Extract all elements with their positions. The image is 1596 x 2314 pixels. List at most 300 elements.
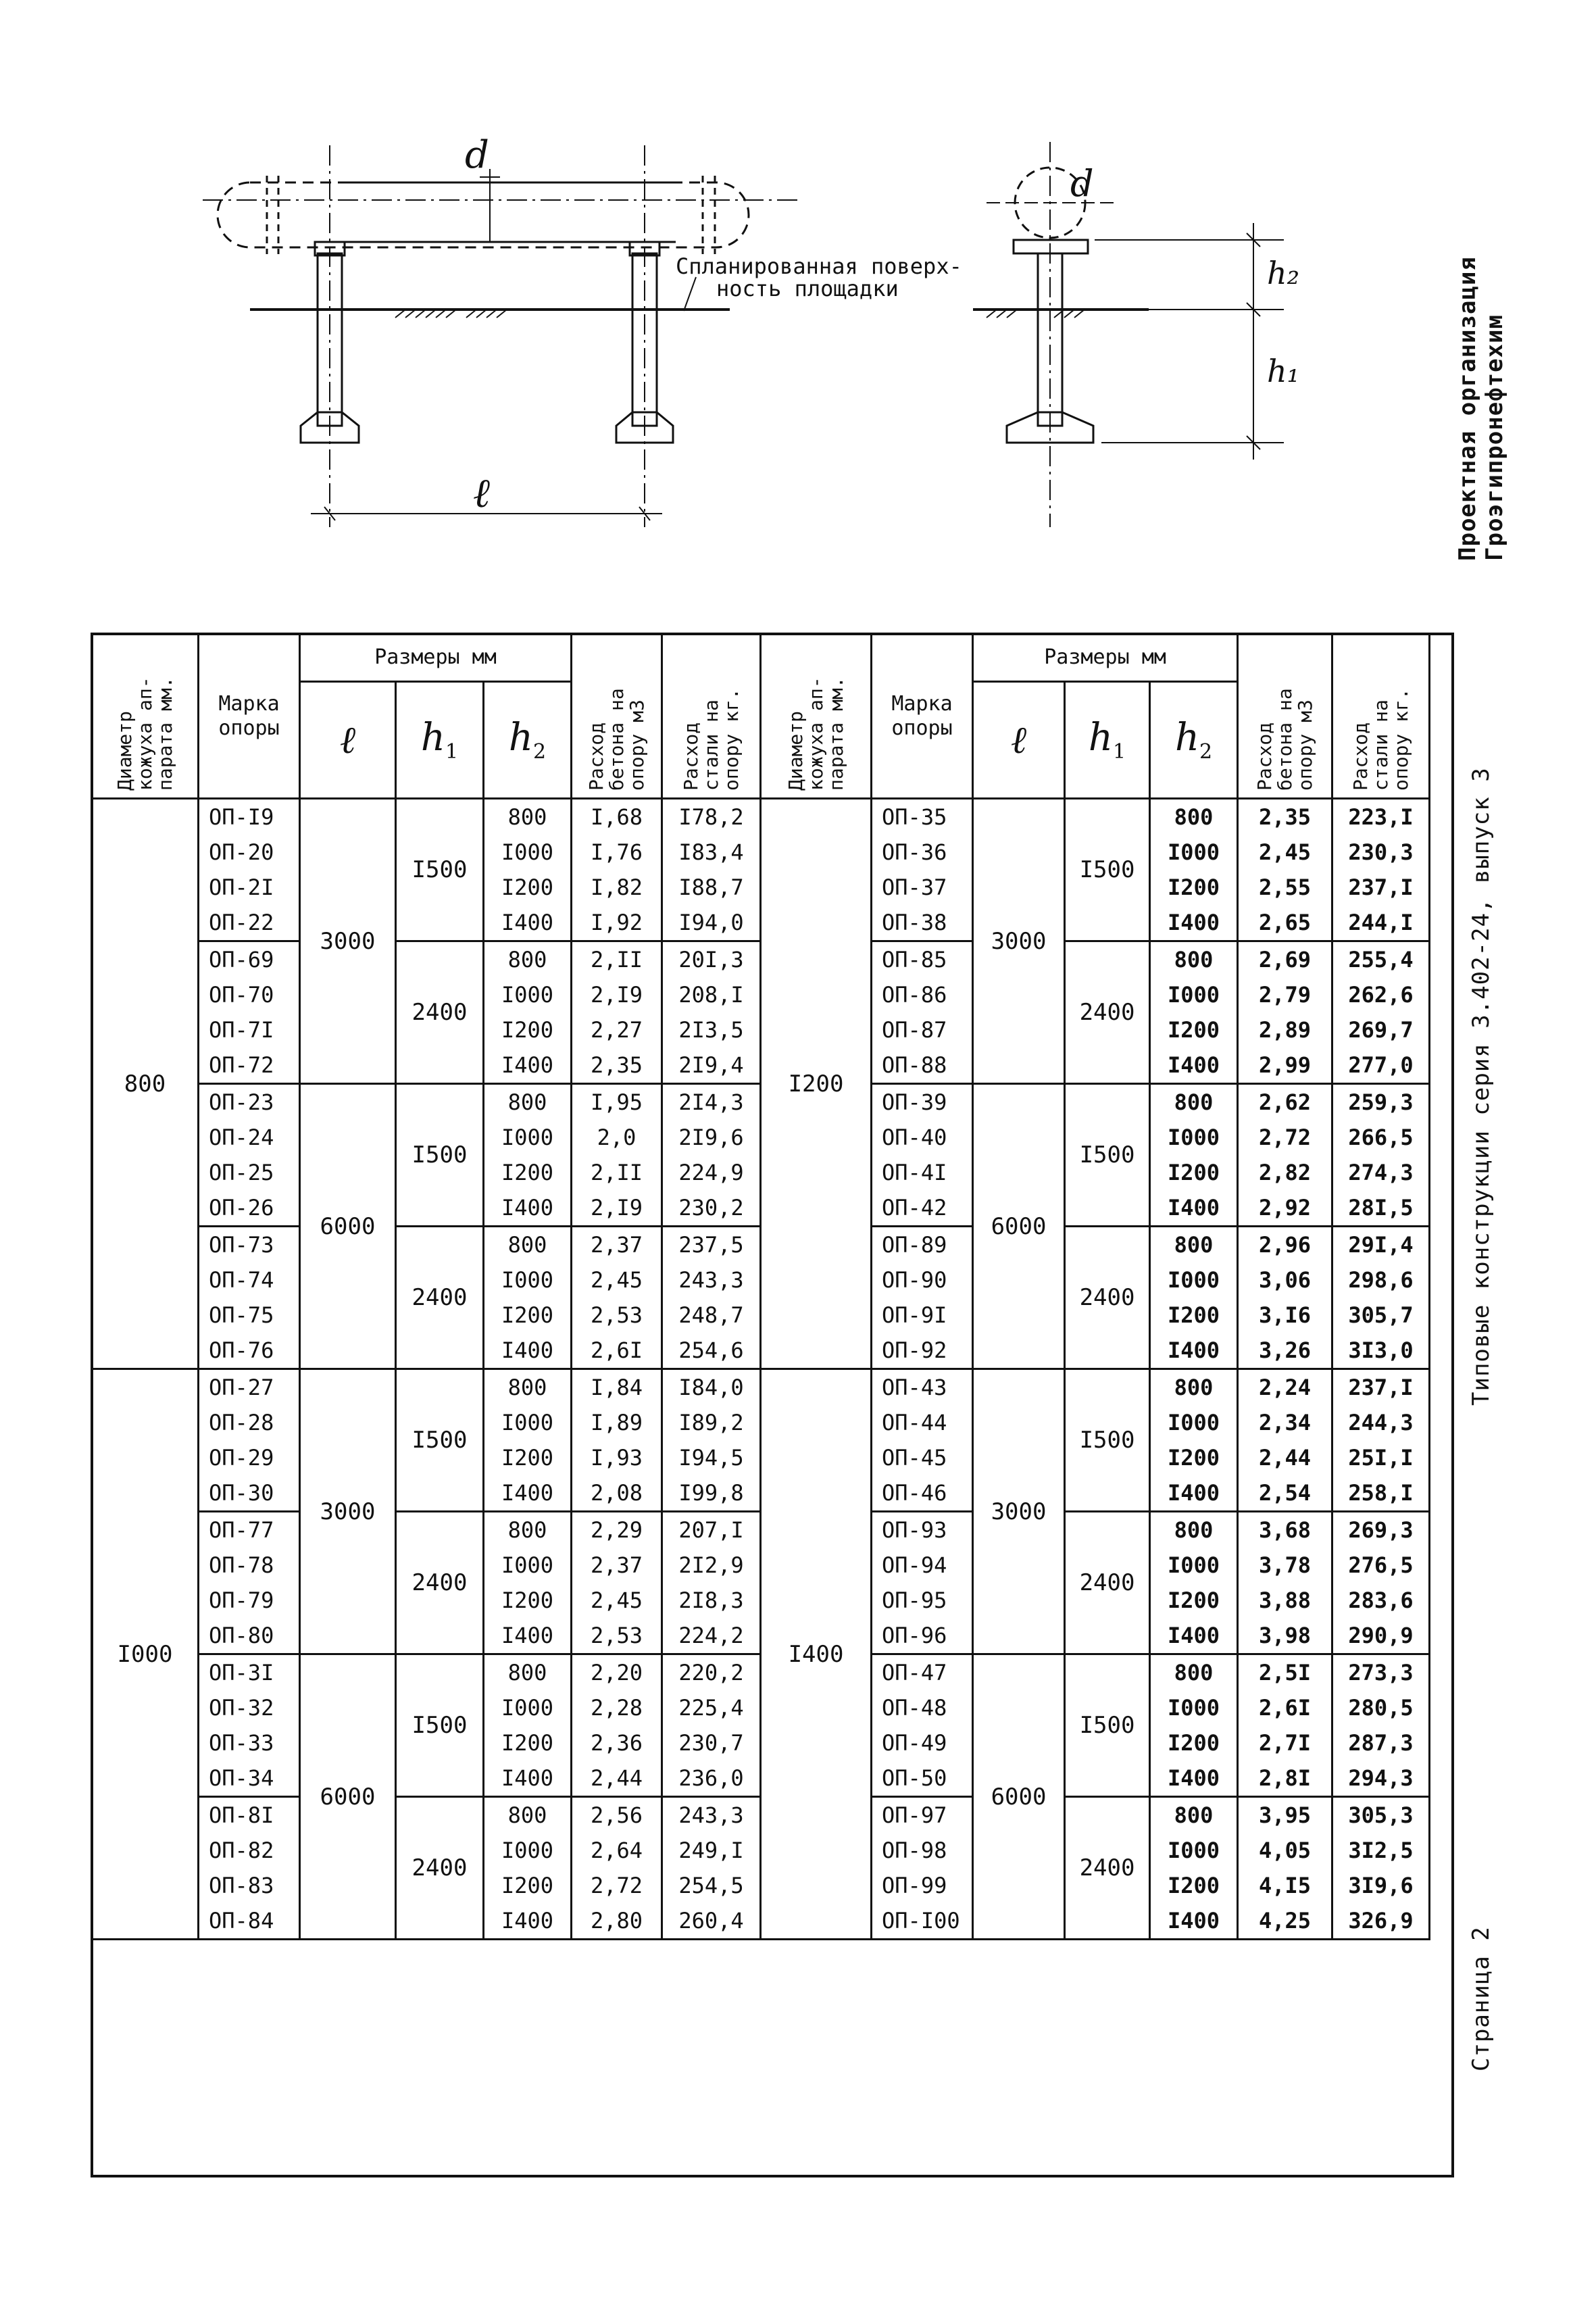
mark-cell-r-item: ОП-94 [882, 1552, 947, 1578]
concrete-cell-item: 2,27 [590, 1017, 643, 1043]
series-note: Типовые конструкции серия 3.402-24, выпуск 3 [1468, 767, 1495, 1406]
steel-cell-item: 2I4,3 [678, 1089, 744, 1115]
mark-cell-r-item: ОП-90 [882, 1267, 947, 1293]
steel-cell-item: 243,3 [678, 1267, 744, 1293]
steel-cell-r [1332, 1084, 1430, 1227]
h2-cell-r-item: I000 [1167, 1695, 1220, 1721]
h2-cell-r-item: I400 [1167, 1052, 1220, 1078]
h2-cell-r [1150, 941, 1238, 1084]
concrete-cell-r-item: 2,8I [1259, 1765, 1312, 1791]
h2-cell-item: I400 [501, 1765, 554, 1791]
h2-cell-r-item: I000 [1167, 1552, 1220, 1578]
h2-cell-item: 800 [507, 1517, 547, 1543]
concrete-cell-item: 2,36 [590, 1730, 643, 1756]
steel-cell-item: 237,5 [678, 1232, 744, 1258]
h1-cell-r: 2400 [1065, 1797, 1150, 1940]
label-d: d [465, 133, 489, 177]
mark-cell-r-item: ОП-39 [882, 1089, 947, 1115]
steel-cell-r [1332, 799, 1430, 941]
steel-cell-item: 254,5 [678, 1873, 744, 1898]
h2-cell-item: 800 [507, 1660, 547, 1685]
h2-cell-item: 800 [507, 1089, 547, 1115]
steel-cell-item: 220,2 [678, 1660, 744, 1685]
steel-cell-item: I99,8 [678, 1480, 744, 1506]
h2-cell-r-item: I200 [1167, 1730, 1220, 1756]
concrete-cell [572, 1369, 662, 1512]
mark-cell-r-item: ОП-36 [882, 839, 947, 865]
concrete-cell-r-item: 2,65 [1259, 910, 1312, 935]
concrete-cell-item: I,82 [590, 875, 643, 900]
h2-cell-r-item: I200 [1167, 1302, 1220, 1328]
h2-cell-item: I200 [501, 1873, 554, 1898]
concrete-cell-r [1238, 1227, 1332, 1369]
steel-cell-r-item: 255,4 [1348, 947, 1414, 973]
h1-cell: 2400 [396, 941, 484, 1084]
h2-cell-r-item: I400 [1167, 910, 1220, 935]
mark-cell-item: ОП-70 [209, 982, 274, 1008]
mark-cell-r-item: ОП-95 [882, 1587, 947, 1613]
hdr-l: ℓ [300, 682, 396, 799]
steel-cell-item: 224,9 [678, 1160, 744, 1185]
h2-cell-r [1150, 1654, 1238, 1797]
h2-cell-r [1150, 1084, 1238, 1227]
steel-cell-item: I83,4 [678, 839, 744, 865]
mark-cell-item: ОП-22 [209, 910, 274, 935]
h2-cell-item: I400 [501, 1908, 554, 1934]
h2-cell-r [1150, 1512, 1238, 1654]
steel-cell-r-item: 223,I [1348, 804, 1414, 830]
mark-cell-r-item: ОП-98 [882, 1838, 947, 1863]
concrete-cell-r [1238, 941, 1332, 1084]
support-spec-table [91, 633, 1430, 1940]
steel-cell-r-item: 269,7 [1348, 1017, 1414, 1043]
hdr-dimensions: Размеры мм [300, 634, 572, 682]
h2-cell-r [1150, 1227, 1238, 1369]
concrete-cell-item: 2,45 [590, 1587, 643, 1613]
mark-cell-r-item: ОП-87 [882, 1017, 947, 1043]
h2-cell-item: I400 [501, 910, 554, 935]
concrete-cell-item: I,93 [590, 1445, 643, 1471]
surface-label-line2: ность площадки [716, 276, 899, 301]
mark-cell-r-item: ОП-99 [882, 1873, 947, 1898]
mark-cell-r [872, 1227, 973, 1369]
mark-cell-r-item: ОП-48 [882, 1695, 947, 1721]
h2-cell-item: I400 [501, 1480, 554, 1506]
steel-cell-r [1332, 1227, 1430, 1369]
diameter-cell: I000 [92, 1369, 199, 1940]
mark-cell-item: ОП-3I [209, 1660, 274, 1685]
steel-cell [662, 1084, 761, 1227]
h2-cell-item: I000 [501, 1267, 554, 1293]
concrete-cell-item: 2,80 [590, 1908, 643, 1934]
mark-cell-item: ОП-80 [209, 1623, 274, 1648]
mark-cell-item: ОП-83 [209, 1873, 274, 1898]
h2-cell-r-item: I000 [1167, 839, 1220, 865]
mark-cell-r-item: ОП-97 [882, 1802, 947, 1828]
mark-cell-r-item: ОП-46 [882, 1480, 947, 1506]
h2-cell-item: I200 [501, 1445, 554, 1471]
steel-cell-r-item: 237,I [1348, 1375, 1414, 1400]
concrete-cell-r-item: 3,26 [1259, 1337, 1312, 1363]
steel-cell-item: 248,7 [678, 1302, 744, 1328]
steel-cell-item: 249,I [678, 1838, 744, 1863]
mark-cell-r [872, 1797, 973, 1940]
l-cell: 3000 [300, 1369, 396, 1654]
hdr-mark-r: Марка опоры [872, 634, 973, 799]
concrete-cell-r-item: 2,79 [1259, 982, 1312, 1008]
mark-cell-r-item: ОП-49 [882, 1730, 947, 1756]
mark-cell-r-item: ОП-92 [882, 1337, 947, 1363]
h2-cell-r-item: I000 [1167, 1125, 1220, 1150]
label-h1: h₁ [1267, 353, 1300, 389]
h2-cell [484, 799, 572, 941]
organization-note [1454, 256, 1508, 561]
organization-line1: Проектная организация [1454, 256, 1481, 561]
h2-cell-r-item: I400 [1167, 1908, 1220, 1934]
diameter-cell-r: I400 [761, 1369, 872, 1940]
h2-cell-item: 800 [507, 804, 547, 830]
h1-cell: I500 [396, 1084, 484, 1227]
steel-cell-r-item: 269,3 [1348, 1517, 1414, 1543]
concrete-cell [572, 1654, 662, 1797]
mark-cell-r [872, 941, 973, 1084]
h1-cell: 2400 [396, 1512, 484, 1654]
mark-cell-r-item: ОП-45 [882, 1445, 947, 1471]
concrete-cell-r-item: 2,24 [1259, 1375, 1312, 1400]
steel-cell-item: 243,3 [678, 1802, 744, 1828]
concrete-cell-item: 2,35 [590, 1052, 643, 1078]
h2-cell-item: I200 [501, 1017, 554, 1043]
mark-cell-item: ОП-75 [209, 1302, 274, 1328]
steel-cell-r-item: 266,5 [1348, 1125, 1414, 1150]
steel-cell-item: I88,7 [678, 875, 744, 900]
mark-cell-r-item: ОП-93 [882, 1517, 947, 1543]
h2-cell-item: I000 [501, 982, 554, 1008]
concrete-cell-r [1238, 1512, 1332, 1654]
mark-cell-r-item: ОП-88 [882, 1052, 947, 1078]
concrete-cell-r-item: 2,96 [1259, 1232, 1312, 1258]
steel-cell-item: I84,0 [678, 1375, 744, 1400]
h2-cell-r-item: 800 [1174, 1802, 1214, 1828]
concrete-cell-r-item: 2,44 [1259, 1445, 1312, 1471]
hdr-h1: $h_1$ [396, 682, 484, 799]
steel-cell-r-item: 244,I [1348, 910, 1414, 935]
h2-cell [484, 1369, 572, 1512]
steel-cell-r-item: 305,7 [1348, 1302, 1414, 1328]
concrete-cell-item: I,68 [590, 804, 643, 830]
h2-cell-r-item: 800 [1174, 1660, 1214, 1685]
mark-cell-item: ОП-24 [209, 1125, 274, 1150]
concrete-cell-r-item: 3,68 [1259, 1517, 1312, 1543]
concrete-cell-item: 2,II [590, 947, 643, 973]
mark-cell-item: ОП-69 [209, 947, 274, 973]
mark-cell-item: ОП-27 [209, 1375, 274, 1400]
concrete-cell-r [1238, 1369, 1332, 1512]
mark-cell-r [872, 799, 973, 941]
h2-cell-r-item: I000 [1167, 1410, 1220, 1435]
h2-cell-item: I200 [501, 1160, 554, 1185]
steel-cell-r-item: 326,9 [1348, 1908, 1414, 1934]
mark-cell-r-item: ОП-47 [882, 1660, 947, 1685]
mark-cell-item: ОП-25 [209, 1160, 274, 1185]
steel-cell-r-item: 277,0 [1348, 1052, 1414, 1078]
concrete-cell-item: 2,37 [590, 1232, 643, 1258]
h1-cell: 2400 [396, 1227, 484, 1369]
h2-cell-r-item: 800 [1174, 947, 1214, 973]
concrete-cell-item: 2,72 [590, 1873, 643, 1898]
h1-cell: I500 [396, 1369, 484, 1512]
surface-label-line1: Спланированная поверх- [676, 253, 962, 279]
h1-cell-r: 2400 [1065, 941, 1150, 1084]
mark-cell-r-item: ОП-86 [882, 982, 947, 1008]
h2-cell-item: I400 [501, 1623, 554, 1648]
mark-cell-r-item: ОП-40 [882, 1125, 947, 1150]
concrete-cell [572, 1512, 662, 1654]
steel-cell-r-item: 259,3 [1348, 1089, 1414, 1115]
steel-cell [662, 1227, 761, 1369]
steel-cell [662, 1512, 761, 1654]
h2-cell-item: I200 [501, 1587, 554, 1613]
page-note: Страница 2 [1468, 1926, 1495, 2071]
h2-cell-r-item: 800 [1174, 1375, 1214, 1400]
concrete-cell [572, 1227, 662, 1369]
h2-cell-item: I000 [501, 1695, 554, 1721]
steel-cell-r-item: 28I,5 [1348, 1195, 1414, 1221]
mark-cell-item: ОП-82 [209, 1838, 274, 1863]
h1-cell-r: 2400 [1065, 1227, 1150, 1369]
h2-cell-r-item: I200 [1167, 1017, 1220, 1043]
concrete-cell-item: I,95 [590, 1089, 643, 1115]
mark-cell [199, 1797, 300, 1940]
concrete-cell-item: 2,I9 [590, 982, 643, 1008]
steel-cell-r-item: 280,5 [1348, 1695, 1414, 1721]
label-h2: h₂ [1267, 255, 1300, 291]
h2-cell [484, 1512, 572, 1654]
concrete-cell-item: 2,6I [590, 1337, 643, 1363]
h1-cell-r: I500 [1065, 799, 1150, 941]
h2-cell [484, 1797, 572, 1940]
hdr-h2-r: $h_2$ [1150, 682, 1238, 799]
hdr-diameter-r: Диаметр кожуха ап- парата мм. [761, 634, 872, 799]
h2-cell [484, 941, 572, 1084]
mark-cell-r [872, 1654, 973, 1797]
concrete-cell [572, 1797, 662, 1940]
mark-cell-item: ОП-30 [209, 1480, 274, 1506]
steel-cell [662, 1654, 761, 1797]
h1-cell-r: I500 [1065, 1084, 1150, 1227]
mark-cell-r-item: ОП-42 [882, 1195, 947, 1221]
steel-cell-item: 208,I [678, 982, 744, 1008]
mark-cell-item: ОП-33 [209, 1730, 274, 1756]
concrete-cell [572, 799, 662, 941]
h2-cell-r-item: I200 [1167, 875, 1220, 900]
mark-cell-item: ОП-34 [209, 1765, 274, 1791]
h2-cell-item: I000 [501, 1125, 554, 1150]
h2-cell-r-item: I400 [1167, 1623, 1220, 1648]
concrete-cell-item: 2,20 [590, 1660, 643, 1685]
h2-cell-r-item: I000 [1167, 1267, 1220, 1293]
h2-cell-item: 800 [507, 1375, 547, 1400]
mark-cell [199, 941, 300, 1084]
steel-cell-r [1332, 1797, 1430, 1940]
steel-cell-r-item: 29I,4 [1348, 1232, 1414, 1258]
h2-cell-r-item: I400 [1167, 1337, 1220, 1363]
concrete-cell-r-item: 2,62 [1259, 1089, 1312, 1115]
h2-cell-item: I200 [501, 1302, 554, 1328]
h2-cell-item: I400 [501, 1337, 554, 1363]
hdr-diameter: Диаметр кожуха ап- парата мм. [92, 634, 199, 799]
mark-cell [199, 1084, 300, 1227]
steel-cell [662, 1369, 761, 1512]
diameter-cell: 800 [92, 799, 199, 1369]
steel-cell-r-item: 290,9 [1348, 1623, 1414, 1648]
h1-cell-r: I500 [1065, 1654, 1150, 1797]
concrete-cell-item: 2,08 [590, 1480, 643, 1506]
concrete-cell-r-item: 2,7I [1259, 1730, 1312, 1756]
steel-cell-r-item: 273,3 [1348, 1660, 1414, 1685]
mark-cell-r-item: ОП-89 [882, 1232, 947, 1258]
steel-cell-r-item: 283,6 [1348, 1587, 1414, 1613]
concrete-cell-r-item: 2,6I [1259, 1695, 1312, 1721]
concrete-cell-r-item: 3,98 [1259, 1623, 1312, 1648]
steel-cell-r-item: 298,6 [1348, 1267, 1414, 1293]
concrete-cell-item: I,89 [590, 1410, 643, 1435]
concrete-cell-item: 2,53 [590, 1302, 643, 1328]
steel-cell-item: 20I,3 [678, 947, 744, 973]
mark-cell-item: ОП-26 [209, 1195, 274, 1221]
steel-cell-r-item: 262,6 [1348, 982, 1414, 1008]
concrete-cell-item: 2,28 [590, 1695, 643, 1721]
concrete-cell-item: 2,44 [590, 1765, 643, 1791]
label-l: ℓ [473, 470, 490, 517]
concrete-cell-r [1238, 799, 1332, 941]
h1-cell: I500 [396, 799, 484, 941]
mark-cell-item: ОП-32 [209, 1695, 274, 1721]
steel-cell-item: 2I3,5 [678, 1017, 744, 1043]
h2-cell-r-item: I400 [1167, 1765, 1220, 1791]
mark-cell [199, 1369, 300, 1512]
concrete-cell-item: 2,64 [590, 1838, 643, 1863]
concrete-cell-r-item: 2,92 [1259, 1195, 1312, 1221]
steel-cell-r-item: 305,3 [1348, 1802, 1414, 1828]
concrete-cell-r-item: 3,06 [1259, 1267, 1312, 1293]
h2-cell-r-item: I200 [1167, 1587, 1220, 1613]
mark-cell-r [872, 1512, 973, 1654]
h2-cell-r-item: I200 [1167, 1873, 1220, 1898]
steel-cell-item: 2I9,6 [678, 1125, 744, 1150]
h2-cell-r-item: I200 [1167, 1160, 1220, 1185]
h2-cell-r-item: 800 [1174, 1232, 1214, 1258]
concrete-cell-r [1238, 1084, 1332, 1227]
mark-cell-item: ОП-74 [209, 1267, 274, 1293]
mark-cell-r-item: ОП-50 [882, 1765, 947, 1791]
hdr-h1-r: $h_1$ [1065, 682, 1150, 799]
concrete-cell-item: 2,II [590, 1160, 643, 1185]
steel-cell-item: 236,0 [678, 1765, 744, 1791]
steel-cell [662, 799, 761, 941]
concrete-cell-item: I,84 [590, 1375, 643, 1400]
mark-cell-item: ОП-20 [209, 839, 274, 865]
h2-cell-r [1150, 1797, 1238, 1940]
steel-cell-r-item: 258,I [1348, 1480, 1414, 1506]
steel-cell-item: 230,7 [678, 1730, 744, 1756]
concrete-cell-item: 2,45 [590, 1267, 643, 1293]
h2-cell-r [1150, 799, 1238, 941]
steel-cell-r-item: 230,3 [1348, 839, 1414, 865]
steel-cell-r-item: 3I3,0 [1348, 1337, 1414, 1363]
l-cell-r: 6000 [973, 1654, 1065, 1940]
mark-cell-r-item: ОП-37 [882, 875, 947, 900]
concrete-cell-item: I,76 [590, 839, 643, 865]
mark-cell [199, 799, 300, 941]
steel-cell-r-item: 294,3 [1348, 1765, 1414, 1791]
concrete-cell-r-item: 4,05 [1259, 1838, 1312, 1863]
concrete-cell-r-item: 2,69 [1259, 947, 1312, 973]
hdr-mark: Марка опоры [199, 634, 300, 799]
l-cell: 3000 [300, 799, 396, 1084]
concrete-cell-r-item: 2,35 [1259, 804, 1312, 830]
diameter-cell-r: I200 [761, 799, 872, 1369]
h2-cell-r-item: 800 [1174, 1089, 1214, 1115]
h2-cell-r-item: I000 [1167, 1838, 1220, 1863]
hdr-h2: $h_2$ [484, 682, 572, 799]
concrete-cell [572, 1084, 662, 1227]
mark-cell [199, 1654, 300, 1797]
h1-cell-r: I500 [1065, 1369, 1150, 1512]
h2-cell [484, 1084, 572, 1227]
label-d-side: d [1070, 162, 1094, 205]
concrete-cell-r-item: 2,34 [1259, 1410, 1312, 1435]
h2-cell-r-item: I400 [1167, 1480, 1220, 1506]
steel-cell-item: 207,I [678, 1517, 744, 1543]
concrete-cell-item: 2,0 [597, 1125, 637, 1150]
h2-cell-item: I000 [501, 1838, 554, 1863]
concrete-cell-item: 2,37 [590, 1552, 643, 1578]
concrete-cell-r-item: 3,78 [1259, 1552, 1312, 1578]
h2-cell-item: I000 [501, 839, 554, 865]
concrete-cell-r-item: 3,I6 [1259, 1302, 1312, 1328]
concrete-cell [572, 941, 662, 1084]
mark-cell-item: ОП-28 [209, 1410, 274, 1435]
steel-cell [662, 1797, 761, 1940]
steel-cell-r [1332, 941, 1430, 1084]
steel-cell-item: I94,0 [678, 910, 744, 935]
mark-cell-item: ОП-23 [209, 1089, 274, 1115]
mark-cell-r-item: ОП-44 [882, 1410, 947, 1435]
l-cell-r: 3000 [973, 799, 1065, 1084]
steel-cell-r-item: 244,3 [1348, 1410, 1414, 1435]
table-body [92, 799, 1430, 1940]
mark-cell-r-item: ОП-35 [882, 804, 947, 830]
h2-cell-item: 800 [507, 1232, 547, 1258]
mark-cell-r-item: ОП-9I [882, 1302, 947, 1328]
steel-cell-item: 2I2,9 [678, 1552, 744, 1578]
mark-cell-r [872, 1084, 973, 1227]
h2-cell-r [1150, 1369, 1238, 1512]
steel-cell [662, 941, 761, 1084]
steel-cell-r-item: 3I9,6 [1348, 1873, 1414, 1898]
steel-cell-r-item: 237,I [1348, 875, 1414, 900]
concrete-cell-r-item: 2,55 [1259, 875, 1312, 900]
mark-cell-r-item: ОП-43 [882, 1375, 947, 1400]
h2-cell-r-item: 800 [1174, 804, 1214, 830]
steel-cell-r [1332, 1654, 1430, 1797]
concrete-cell-r-item: 4,I5 [1259, 1873, 1312, 1898]
steel-cell-r-item: 274,3 [1348, 1160, 1414, 1185]
organization-line2: Гроэгипронефтехим [1481, 314, 1508, 561]
mark-cell-item: ОП-79 [209, 1587, 274, 1613]
concrete-cell-item: I,92 [590, 910, 643, 935]
